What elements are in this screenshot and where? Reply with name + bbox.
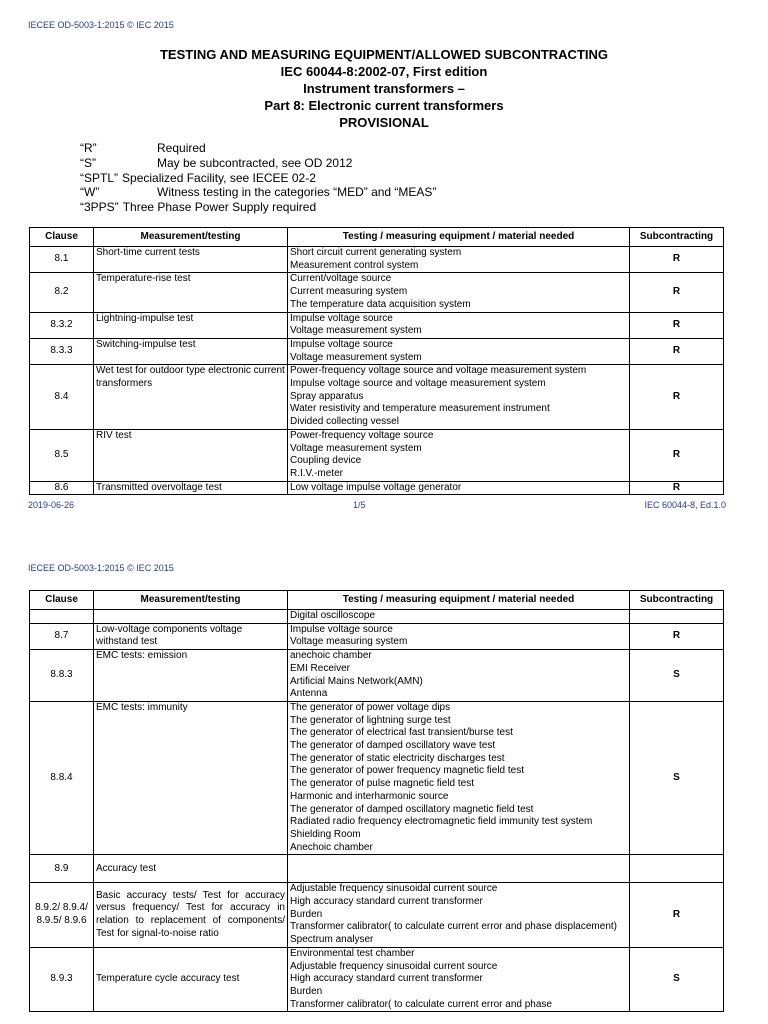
equipment-cell	[288, 273, 630, 312]
footer-reference: IEC 60044-8, Ed.1.0	[644, 500, 726, 510]
document-title	[0, 46, 768, 131]
table-row	[30, 481, 724, 495]
measurement-cell: EMC tests: immunity	[94, 701, 288, 854]
header-clause: Clause	[30, 591, 94, 610]
table-row	[30, 312, 724, 338]
header-subcontracting: Subcontracting	[630, 591, 724, 610]
measurement-cell: Lightning-impulse test	[94, 312, 288, 338]
equipment-cell	[288, 247, 630, 273]
equipment-item: Burden	[290, 985, 323, 997]
subcontracting-cell: R	[630, 312, 724, 338]
clause-cell: 8.8.4	[30, 701, 94, 854]
equipment-item: Voltage measurement system	[290, 325, 422, 337]
equipment-item: Impulse voltage source	[290, 338, 393, 350]
equipment-cell	[288, 610, 630, 624]
equipment-item: High accuracy standard current transformer	[290, 896, 483, 908]
legend-code: “3PPS”	[80, 200, 119, 215]
equipment-item: Adjustable frequency sinusoidal current source	[290, 960, 498, 972]
equipment-item: The generator of power frequency magnetic field test	[290, 765, 525, 777]
equipment-item: Voltage measurement system	[290, 351, 422, 363]
equipment-item: The generator of damped oscillatory magnetic field test	[290, 803, 534, 815]
table-row	[30, 273, 724, 312]
table-body	[30, 247, 724, 495]
equipment-cell	[288, 481, 630, 495]
clause-cell: 8.8.3	[30, 650, 94, 702]
equipment-item: Short circuit current generating system	[290, 247, 462, 258]
equipment-item: The generator of electrical fast transient/burse test	[290, 727, 513, 739]
clause-cell: 8.9	[30, 855, 94, 883]
measurement-cell: Accuracy test	[94, 855, 288, 883]
clause-cell: 8.3.3	[30, 338, 94, 364]
subcontracting-cell: S	[630, 650, 724, 702]
measurement-cell: Transmitted overvoltage test	[94, 481, 288, 495]
equipment-item: Voltage measuring system	[290, 636, 408, 648]
header-clause: Clause	[30, 228, 94, 247]
legend-code: “W”	[80, 185, 100, 200]
legend-code: “R”	[80, 141, 97, 155]
header-equipment: Testing / measuring equipment / material needed	[288, 228, 630, 247]
title-line: IEC 60044-8:2002-07, First edition	[280, 64, 488, 79]
subcontracting-cell: R	[630, 623, 724, 649]
equipment-item: The generator of pulse magnetic field test	[290, 778, 474, 790]
equipment-cell	[288, 623, 630, 649]
legend-text: Three Phase Power Supply required	[122, 200, 317, 215]
subcontracting-cell: R	[630, 273, 724, 312]
page-footer	[28, 500, 726, 510]
measurement-cell: RIV test	[94, 429, 288, 481]
equipment-item: The generator of static electricity discharges test	[290, 752, 505, 764]
equipment-item: Digital oscilloscope	[290, 610, 376, 621]
page-header: IECEE OD-5003-1:2015 © IEC 2015	[28, 20, 174, 30]
clause-cell: 8.2	[30, 273, 94, 312]
equipment-item: Current/voltage source	[290, 273, 392, 285]
clause-cell: 8.1	[30, 247, 94, 273]
legend-code: “S”	[80, 155, 96, 170]
table-row	[30, 650, 724, 702]
measurement-cell: Short-time current tests	[94, 247, 288, 273]
equipment-item: Spectrum analyser	[290, 934, 374, 946]
equipment-cell	[288, 701, 630, 854]
equipment-cell	[288, 365, 630, 430]
legend-text: Specialized Facility, see IECEE 02-2	[122, 170, 316, 185]
equipment-item: The generator of power voltage dips	[290, 701, 451, 713]
page-header: IECEE OD-5003-1:2015 © IEC 2015	[28, 563, 174, 573]
equipment-cell	[288, 947, 630, 1012]
equipment-item: Environmental test chamber	[290, 947, 415, 959]
clause-cell: 8.5	[30, 429, 94, 481]
header-subcontracting: Subcontracting	[630, 228, 724, 247]
measurement-cell: Temperature-rise test	[94, 273, 288, 312]
equipment-cell	[288, 312, 630, 338]
equipment-cell	[288, 650, 630, 702]
clause-cell: 8.9.3	[30, 947, 94, 1012]
equipment-item: Radiated radio frequency electromagnetic field immunity test system	[290, 816, 593, 828]
equipment-item: High accuracy standard current transformer	[290, 973, 483, 985]
equipment-item: Shielding Room	[290, 828, 361, 840]
equipment-item: Coupling device	[290, 455, 362, 467]
equipment-item: The generator of lightning surge test	[290, 714, 451, 726]
subcontracting-cell: R	[630, 481, 724, 495]
equipment-cell	[288, 338, 630, 364]
measurement-cell: EMC tests: emission	[94, 650, 288, 702]
equipment-item: Transformer calibrator( to calculate current error and phase displacement)	[290, 921, 617, 933]
title-line: TESTING AND MEASURING EQUIPMENT/ALLOWED SUBCONTRACTING	[159, 47, 608, 62]
legend-row	[80, 171, 436, 186]
clause-cell: 8.9.2/ 8.9.4/ 8.9.5/ 8.9.6	[30, 883, 94, 948]
legend-text: Witness testing in the categories “MED” and “MEAS”	[157, 185, 437, 200]
table-header-row	[30, 228, 724, 247]
title-line: Instrument transformers –	[303, 81, 465, 96]
subcontracting-cell	[630, 610, 724, 624]
equipment-item: Transformer calibrator( to calculate current error and phase	[290, 998, 552, 1010]
equipment-item: Water resistivity and temperature measurement instrument	[290, 403, 550, 415]
equipment-item: Measurement control system	[290, 259, 419, 271]
table-row	[30, 365, 724, 430]
title-line: PROVISIONAL	[339, 115, 429, 130]
table-row	[30, 701, 724, 854]
equipment-item: R.I.V.-meter	[290, 467, 343, 479]
table-row	[30, 623, 724, 649]
equipment-item: EMI Receiver	[290, 662, 351, 674]
legend-row	[80, 185, 436, 200]
measurement-cell: Basic accuracy tests/ Test for accuracy versus frequency/ Test for accuracy in relation to replacement of components/ Test for signal-to-noise ratio	[94, 883, 288, 948]
table-row	[30, 883, 724, 948]
equipment-item: Impulse voltage source	[290, 312, 393, 324]
table-row	[30, 855, 724, 883]
table-row	[30, 247, 724, 273]
equipment-item: Low voltage impulse voltage generator	[290, 481, 462, 493]
equipment-cell	[288, 855, 630, 883]
equipment-table-2	[29, 590, 724, 1012]
measurement-cell: Low-voltage components voltage withstand test	[94, 623, 288, 649]
equipment-item: The temperature data acquisition system	[290, 298, 471, 310]
title-line: Part 8: Electronic current transformers	[264, 98, 504, 113]
legend-text: Required	[157, 141, 206, 155]
equipment-item: Burden	[290, 908, 323, 920]
equipment-item: anechoic chamber	[290, 650, 372, 662]
header-measurement: Measurement/testing	[94, 591, 288, 610]
measurement-cell	[94, 610, 288, 624]
subcontracting-cell: S	[630, 701, 724, 854]
subcontracting-cell: R	[630, 247, 724, 273]
legend-row	[80, 156, 436, 171]
footer-date: 2019-06-26	[28, 500, 75, 510]
legend-text: May be subcontracted, see OD 2012	[157, 155, 353, 170]
clause-cell: 8.6	[30, 481, 94, 495]
equipment-item: Power-frequency voltage source and voltage measurement system	[290, 365, 587, 377]
legend-row	[80, 200, 436, 215]
table-row	[30, 429, 724, 481]
equipment-item: Artificial Mains Network(AMN)	[290, 675, 423, 687]
equipment-item: Impulse voltage source and voltage measurement system	[290, 378, 546, 390]
equipment-item: The generator of damped oscillatory wave test	[290, 740, 496, 752]
clause-cell	[30, 610, 94, 624]
equipment-cell	[288, 429, 630, 481]
subcontracting-cell	[630, 855, 724, 883]
header-measurement: Measurement/testing	[94, 228, 288, 247]
equipment-cell	[288, 883, 630, 948]
table-row	[30, 338, 724, 364]
equipment-item: Anechoic chamber	[290, 841, 373, 853]
measurement-cell: Switching-impulse test	[94, 338, 288, 364]
legend	[80, 141, 436, 215]
table-row	[30, 947, 724, 1012]
subcontracting-cell: S	[630, 947, 724, 1012]
measurement-cell: Temperature cycle accuracy test	[94, 947, 288, 1012]
table-row	[30, 610, 724, 624]
subcontracting-cell: R	[630, 365, 724, 430]
equipment-item: Divided collecting vessel	[290, 416, 399, 428]
equipment-item: Current measuring system	[290, 286, 408, 298]
equipment-item: Antenna	[290, 688, 328, 700]
equipment-item: Adjustable frequency sinusoidal current source	[290, 883, 498, 895]
equipment-table-1	[29, 227, 724, 495]
equipment-item: Voltage measurement system	[290, 442, 422, 454]
equipment-item: Spray apparatus	[290, 390, 364, 402]
legend-code: “SPTL”	[80, 170, 119, 185]
subcontracting-cell: R	[630, 429, 724, 481]
equipment-item: Harmonic and interharmonic source	[290, 790, 449, 802]
subcontracting-cell: R	[630, 883, 724, 948]
equipment-item: Power-frequency voltage source	[290, 429, 434, 441]
clause-cell: 8.3.2	[30, 312, 94, 338]
header-equipment: Testing / measuring equipment / material needed	[288, 591, 630, 610]
table-body	[30, 610, 724, 1012]
equipment-item: Impulse voltage source	[290, 623, 393, 635]
measurement-cell: Wet test for outdoor type electronic current transformers	[94, 365, 288, 430]
clause-cell: 8.4	[30, 365, 94, 430]
table-header-row	[30, 591, 724, 610]
legend-row	[80, 141, 436, 156]
clause-cell: 8.7	[30, 623, 94, 649]
subcontracting-cell: R	[630, 338, 724, 364]
footer-page-number: 1/5	[352, 500, 366, 510]
